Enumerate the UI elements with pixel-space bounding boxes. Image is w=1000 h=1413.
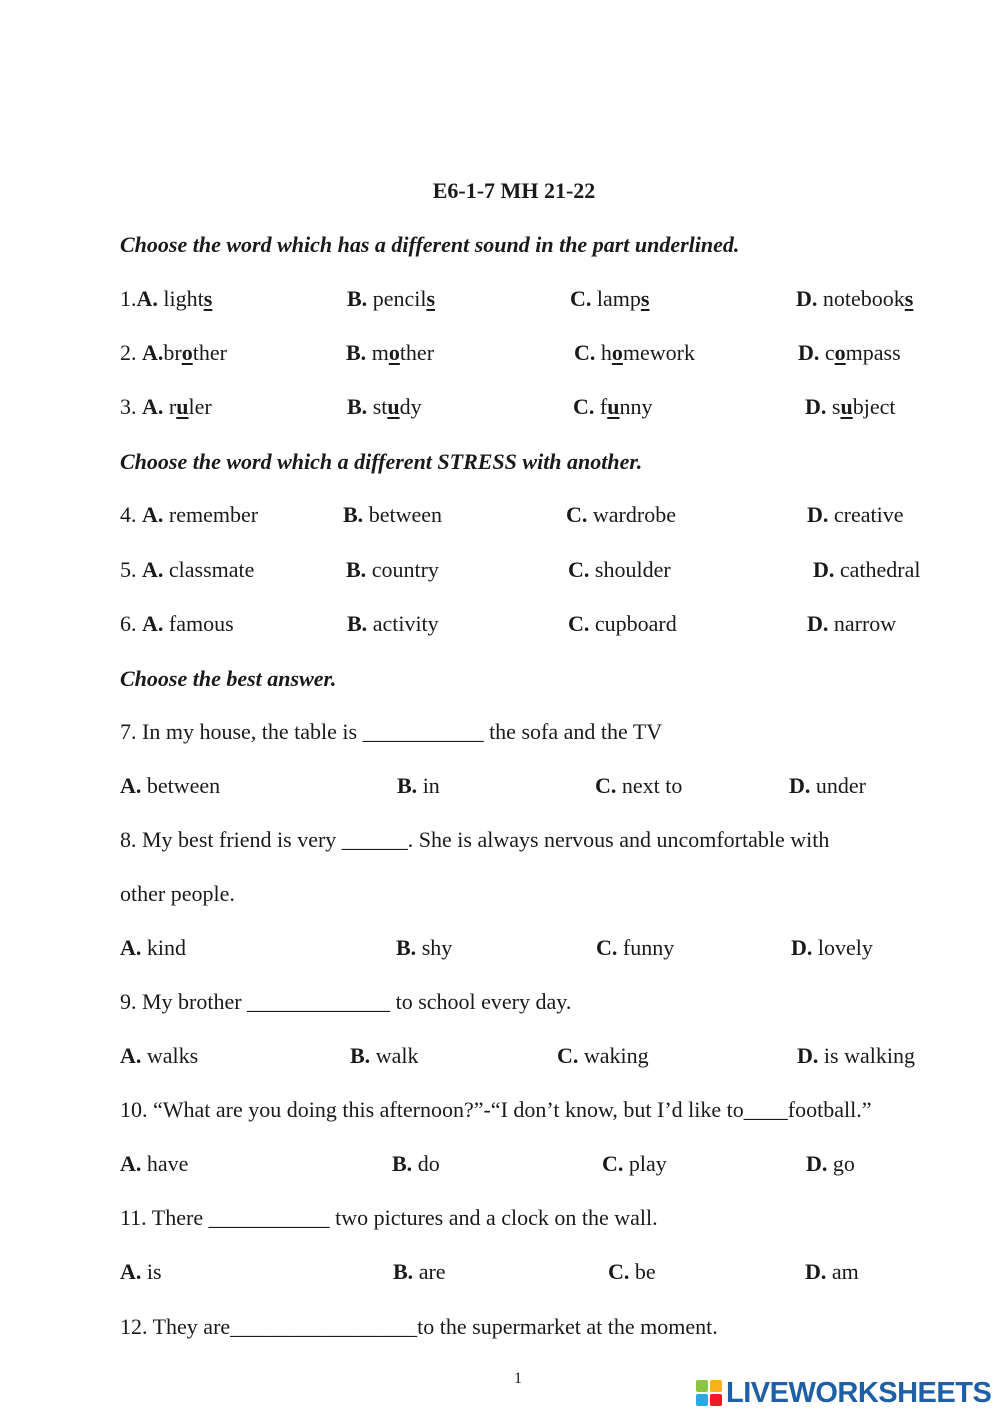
option-text: lamp bbox=[596, 286, 641, 311]
option-text: ler bbox=[188, 394, 212, 419]
option-letter: B. bbox=[346, 340, 367, 365]
question-8-text-continued: other people. bbox=[120, 881, 235, 906]
option-text: classmate bbox=[168, 557, 255, 582]
option-c[interactable] bbox=[568, 611, 677, 637]
option-b[interactable] bbox=[392, 1151, 440, 1177]
option-letter: A. bbox=[120, 773, 142, 798]
question-1 bbox=[0, 286, 1000, 320]
underlined-part: o bbox=[181, 340, 193, 365]
option-text: shy bbox=[421, 935, 453, 960]
option-text: light bbox=[163, 286, 204, 311]
question-5 bbox=[0, 557, 1000, 591]
question-11-text: 11. There ___________ two pictures and a clock on the wall. bbox=[120, 1205, 658, 1230]
question-number: 6. bbox=[120, 611, 137, 636]
question-2 bbox=[0, 340, 1000, 374]
option-text: walk bbox=[375, 1043, 419, 1068]
option-c[interactable] bbox=[573, 394, 652, 420]
option-c[interactable] bbox=[608, 1259, 656, 1285]
option-letter: B. bbox=[392, 1151, 413, 1176]
underlined-part: u bbox=[607, 394, 620, 419]
option-letter: B. bbox=[347, 611, 368, 636]
option-d[interactable] bbox=[813, 557, 921, 583]
option-text: c bbox=[824, 340, 835, 365]
option-letter: C. bbox=[570, 286, 592, 311]
option-a[interactable] bbox=[120, 1259, 162, 1285]
option-c[interactable] bbox=[570, 286, 649, 312]
option-a[interactable] bbox=[120, 1043, 198, 1069]
option-text: notebook bbox=[822, 286, 905, 311]
option-letter: B. bbox=[347, 394, 368, 419]
option-letter: C. bbox=[566, 502, 588, 527]
option-b[interactable] bbox=[346, 340, 434, 366]
option-text: activity bbox=[372, 611, 439, 636]
option-text: r bbox=[168, 394, 177, 419]
option-d[interactable] bbox=[807, 611, 896, 637]
option-text: in bbox=[422, 773, 440, 798]
underlined-part: u bbox=[387, 394, 400, 419]
option-letter: D. bbox=[791, 935, 813, 960]
option-text: kind bbox=[146, 935, 187, 960]
option-letter: D. bbox=[798, 340, 820, 365]
option-b[interactable] bbox=[347, 611, 439, 637]
question-7-text: 7. In my house, the table is ___________ the sofa and the TV bbox=[120, 719, 663, 744]
underlined-part: u bbox=[840, 394, 853, 419]
option-a[interactable] bbox=[120, 935, 186, 961]
option-text: ther bbox=[192, 340, 227, 365]
option-d[interactable] bbox=[798, 340, 901, 366]
underlined-part: s bbox=[640, 286, 650, 311]
option-letter: B. bbox=[350, 1043, 371, 1068]
question-number: 3. bbox=[120, 394, 137, 419]
question-9-options bbox=[0, 1043, 1000, 1077]
option-text: country bbox=[371, 557, 439, 582]
option-text: st bbox=[372, 394, 388, 419]
option-letter: D. bbox=[806, 1151, 828, 1176]
option-text: funny bbox=[622, 935, 675, 960]
option-c[interactable] bbox=[566, 502, 676, 528]
option-letter: C. bbox=[557, 1043, 579, 1068]
option-letter: C. bbox=[596, 935, 618, 960]
option-letter: C. bbox=[574, 340, 596, 365]
option-text: cupboard bbox=[594, 611, 677, 636]
option-b[interactable] bbox=[347, 394, 422, 420]
option-letter: A. bbox=[120, 1043, 142, 1068]
section-heading-sound: Choose the word which has a different sound in the part underlined. bbox=[120, 232, 740, 257]
underlined-part: s bbox=[203, 286, 213, 311]
option-letter: B. bbox=[397, 773, 418, 798]
question-8-text: 8. My best friend is very ______. She is always nervous and uncomfortable with bbox=[120, 827, 830, 852]
option-a[interactable] bbox=[120, 502, 258, 528]
worksheet-title: E6-1-7 MH 21-22 bbox=[432, 178, 596, 203]
option-text: am bbox=[831, 1259, 859, 1284]
option-d[interactable] bbox=[797, 1043, 915, 1069]
option-letter: D. bbox=[796, 286, 818, 311]
option-text: dy bbox=[399, 394, 422, 419]
question-number: 5. bbox=[120, 557, 137, 582]
option-c[interactable] bbox=[557, 1043, 649, 1069]
section-heading-stress: Choose the word which a different STRESS with another. bbox=[120, 449, 643, 474]
option-c[interactable] bbox=[596, 935, 674, 961]
option-c[interactable] bbox=[568, 557, 671, 583]
page-number: 1 bbox=[514, 1370, 522, 1387]
option-letter: A. bbox=[136, 286, 158, 311]
question-7-options bbox=[0, 773, 1000, 807]
option-letter: D. bbox=[807, 611, 829, 636]
option-letter: D. bbox=[805, 394, 827, 419]
option-text: waking bbox=[583, 1043, 649, 1068]
option-a[interactable] bbox=[120, 611, 234, 637]
option-b[interactable] bbox=[350, 1043, 418, 1069]
option-a[interactable] bbox=[120, 340, 227, 366]
option-d[interactable] bbox=[796, 286, 913, 312]
option-c[interactable] bbox=[602, 1151, 667, 1177]
question-10-options bbox=[0, 1151, 1000, 1185]
option-b[interactable] bbox=[393, 1259, 446, 1285]
underlined-part: o bbox=[611, 340, 623, 365]
option-text: mework bbox=[622, 340, 695, 365]
option-text: between bbox=[368, 502, 442, 527]
section-heading-best-answer: Choose the best answer. bbox=[120, 666, 337, 691]
option-c[interactable] bbox=[574, 340, 695, 366]
option-text: lovely bbox=[817, 935, 873, 960]
option-d[interactable] bbox=[807, 502, 904, 528]
option-letter: A. bbox=[120, 1259, 142, 1284]
option-letter: B. bbox=[393, 1259, 414, 1284]
option-text: walks bbox=[146, 1043, 199, 1068]
logo-text: LIVEWORKSHEETS bbox=[726, 1376, 992, 1409]
option-text: m bbox=[371, 340, 389, 365]
option-text: is walking bbox=[823, 1043, 915, 1068]
option-text: go bbox=[832, 1151, 855, 1176]
question-9-text: 9. My brother _____________ to school every day. bbox=[120, 989, 572, 1014]
option-b[interactable] bbox=[396, 935, 452, 961]
option-text: have bbox=[146, 1151, 189, 1176]
underlined-part: u bbox=[176, 394, 189, 419]
option-letter: C. bbox=[568, 557, 590, 582]
option-text: next to bbox=[621, 773, 683, 798]
option-a[interactable] bbox=[120, 773, 220, 799]
question-12-text: 12. They are_________________to the supermarket at the moment. bbox=[120, 1314, 718, 1339]
option-letter: A. bbox=[142, 502, 164, 527]
option-letter: A. bbox=[142, 340, 164, 365]
option-text: be bbox=[634, 1259, 656, 1284]
option-d[interactable] bbox=[791, 935, 873, 961]
option-text: mpass bbox=[845, 340, 901, 365]
underlined-part: s bbox=[904, 286, 914, 311]
option-a[interactable] bbox=[120, 1151, 188, 1177]
option-text: remember bbox=[168, 502, 259, 527]
option-letter: C. bbox=[595, 773, 617, 798]
option-text: cathedral bbox=[839, 557, 921, 582]
option-b[interactable] bbox=[346, 557, 439, 583]
question-11-options bbox=[0, 1259, 1000, 1293]
option-text: wardrobe bbox=[592, 502, 676, 527]
option-text: do bbox=[417, 1151, 440, 1176]
option-d[interactable] bbox=[789, 773, 866, 799]
option-text: bject bbox=[852, 394, 896, 419]
option-text: are bbox=[418, 1259, 446, 1284]
option-d[interactable] bbox=[806, 1151, 855, 1177]
option-text: br bbox=[163, 340, 182, 365]
option-b[interactable] bbox=[347, 286, 435, 312]
option-text: narrow bbox=[833, 611, 897, 636]
question-10-text: 10. “What are you doing this afternoon?”-“I don’t know, but I’d like to____football.” bbox=[120, 1097, 872, 1122]
option-text: between bbox=[146, 773, 221, 798]
liveworksheets-logo-icon bbox=[696, 1380, 722, 1406]
option-letter: C. bbox=[568, 611, 590, 636]
option-letter: C. bbox=[608, 1259, 630, 1284]
option-a[interactable] bbox=[120, 394, 212, 420]
option-letter: A. bbox=[142, 394, 164, 419]
option-text: ther bbox=[399, 340, 435, 365]
option-d[interactable] bbox=[805, 1259, 859, 1285]
option-text: is bbox=[146, 1259, 162, 1284]
underlined-part: o bbox=[834, 340, 846, 365]
question-number: 4. bbox=[120, 502, 137, 527]
question-4 bbox=[0, 502, 1000, 536]
option-a[interactable] bbox=[120, 286, 212, 312]
option-letter: A. bbox=[142, 611, 164, 636]
option-letter: B. bbox=[343, 502, 364, 527]
option-letter: A. bbox=[142, 557, 164, 582]
option-text: nny bbox=[619, 394, 653, 419]
option-letter: D. bbox=[805, 1259, 827, 1284]
question-number: 2. bbox=[120, 340, 137, 365]
liveworksheets-logo[interactable] bbox=[696, 1376, 996, 1410]
option-letter: C. bbox=[573, 394, 595, 419]
question-8-options bbox=[0, 935, 1000, 969]
question-number: 1. bbox=[120, 286, 137, 311]
option-letter: D. bbox=[813, 557, 835, 582]
underlined-part: s bbox=[426, 286, 436, 311]
option-text: s bbox=[831, 394, 841, 419]
option-b[interactable] bbox=[397, 773, 440, 799]
option-b[interactable] bbox=[343, 502, 442, 528]
underlined-part: o bbox=[388, 340, 400, 365]
option-letter: D. bbox=[797, 1043, 819, 1068]
option-letter: B. bbox=[347, 286, 368, 311]
option-letter: B. bbox=[346, 557, 367, 582]
option-letter: A. bbox=[120, 1151, 142, 1176]
option-text: famous bbox=[168, 611, 234, 636]
option-letter: B. bbox=[396, 935, 417, 960]
option-c[interactable] bbox=[595, 773, 682, 799]
option-text: under bbox=[815, 773, 866, 798]
option-d[interactable] bbox=[805, 394, 895, 420]
option-text: play bbox=[628, 1151, 667, 1176]
option-text: pencil bbox=[372, 286, 427, 311]
option-text: f bbox=[599, 394, 608, 419]
option-letter: A. bbox=[120, 935, 142, 960]
option-letter: D. bbox=[807, 502, 829, 527]
option-letter: C. bbox=[602, 1151, 624, 1176]
option-text: creative bbox=[833, 502, 904, 527]
option-text: h bbox=[600, 340, 612, 365]
option-text: shoulder bbox=[594, 557, 671, 582]
question-3 bbox=[0, 394, 1000, 428]
option-letter: D. bbox=[789, 773, 811, 798]
question-6 bbox=[0, 611, 1000, 645]
option-a[interactable] bbox=[120, 557, 254, 583]
